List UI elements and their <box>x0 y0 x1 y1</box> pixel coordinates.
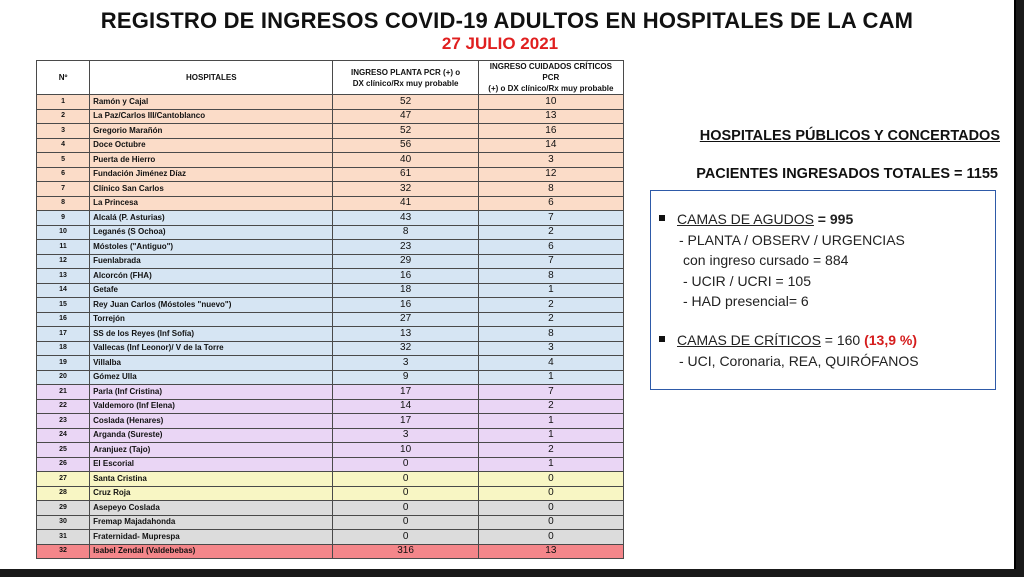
planta-value: 13 <box>333 327 478 342</box>
criticos-value: 0 <box>478 486 623 501</box>
planta-value: 52 <box>333 95 478 110</box>
row-number: 18 <box>37 341 90 356</box>
planta-value: 3 <box>333 428 478 443</box>
planta-value: 27 <box>333 312 478 327</box>
criticos-value: 2 <box>478 298 623 313</box>
row-number: 5 <box>37 153 90 168</box>
table-row <box>37 109 624 124</box>
planta-value: 61 <box>333 167 478 182</box>
hospital-name: Cruz Roja <box>90 486 333 501</box>
criticos-value: 2 <box>478 225 623 240</box>
criticos-value: 2 <box>478 312 623 327</box>
row-number: 15 <box>37 298 90 313</box>
summary-box <box>650 190 996 390</box>
row-number: 28 <box>37 486 90 501</box>
planta-value: 17 <box>333 385 478 400</box>
planta-value: 9 <box>333 370 478 385</box>
hospital-name: Villalba <box>90 356 333 371</box>
table-row <box>37 544 624 559</box>
page-title: REGISTRO DE INGRESOS COVID-19 ADULTOS EN HOSPITALES DE LA CAM <box>100 8 914 33</box>
criticos-detail-1: - UCI, Coronaria, REA, QUIRÓFANOS <box>679 353 919 369</box>
table-row <box>37 182 624 197</box>
criticos-value: 4 <box>478 356 623 371</box>
agudos-detail-4: - HAD presencial= 6 <box>683 293 809 309</box>
criticos-percent: (13,9 %) <box>864 332 918 348</box>
planta-value: 10 <box>333 443 478 458</box>
criticos-value: 16 <box>478 124 623 139</box>
row-number: 1 <box>37 95 90 110</box>
criticos-value: 13 <box>478 544 623 559</box>
criticos-label: CAMAS DE CRÍTICOS <box>677 332 821 348</box>
criticos-value: 14 <box>478 138 623 153</box>
criticos-value: 7 <box>478 385 623 400</box>
row-number: 21 <box>37 385 90 400</box>
agudos-detail-2: con ingreso cursado = 884 <box>683 252 849 268</box>
table-header-row <box>37 61 624 95</box>
agudos-value: = 995 <box>813 211 854 227</box>
planta-value: 56 <box>333 138 478 153</box>
planta-value: 0 <box>333 486 478 501</box>
criticos-value: 3 <box>478 153 623 168</box>
header-criticos-line2: (+) o DX clínico/Rx muy probable <box>488 84 614 93</box>
planta-value: 29 <box>333 254 478 269</box>
planta-value: 52 <box>333 124 478 139</box>
header-hospitals: HOSPITALES <box>90 61 333 95</box>
planta-value: 23 <box>333 240 478 255</box>
planta-value: 18 <box>333 283 478 298</box>
header-planta-line1: INGRESO PLANTA PCR (+) o <box>351 67 461 77</box>
hospital-name: Gregorio Marañón <box>90 124 333 139</box>
criticos-value: 1 <box>478 428 623 443</box>
table-row <box>37 312 624 327</box>
planta-value: 40 <box>333 153 478 168</box>
hospital-name: Móstoles ("Antiguo") <box>90 240 333 255</box>
hospital-name: Alcalá (P. Asturias) <box>90 211 333 226</box>
table-row <box>37 196 624 211</box>
hospital-name: Torrejón <box>90 312 333 327</box>
table-row <box>37 385 624 400</box>
table-row <box>37 283 624 298</box>
planta-value: 316 <box>333 544 478 559</box>
criticos-value: 0 <box>478 530 623 545</box>
planta-value: 17 <box>333 414 478 429</box>
criticos-value: 2 <box>478 399 623 414</box>
table-row <box>37 399 624 414</box>
hospital-name: Gómez Ulla <box>90 370 333 385</box>
planta-value: 32 <box>333 341 478 356</box>
hospital-name: La Princesa <box>90 196 333 211</box>
row-number: 17 <box>37 327 90 342</box>
table-row <box>37 167 624 182</box>
criticos-value: 1 <box>478 457 623 472</box>
table-row <box>37 211 624 226</box>
planta-value: 16 <box>333 298 478 313</box>
criticos-value: 8 <box>478 182 623 197</box>
row-number: 26 <box>37 457 90 472</box>
report-date: 27 JULIO 2021 <box>441 34 559 53</box>
criticos-value: 3 <box>478 341 623 356</box>
row-number: 31 <box>37 530 90 545</box>
row-number: 22 <box>37 399 90 414</box>
row-number: 9 <box>37 211 90 226</box>
table-row <box>37 269 624 284</box>
hospital-name: Alcorcón (FHA) <box>90 269 333 284</box>
criticos-line <box>659 332 917 348</box>
hospital-name: Fremap Majadahonda <box>90 515 333 530</box>
hospital-name: Puerta de Hierro <box>90 153 333 168</box>
criticos-value: 1 <box>478 370 623 385</box>
criticos-value: 6 <box>478 196 623 211</box>
hospital-name: Getafe <box>90 283 333 298</box>
table-row <box>37 501 624 516</box>
criticos-value: 10 <box>478 95 623 110</box>
row-number: 13 <box>37 269 90 284</box>
row-number: 29 <box>37 501 90 516</box>
criticos-value: 0 <box>478 515 623 530</box>
hospital-name: Fuenlabrada <box>90 254 333 269</box>
hospital-name: Asepeyo Coslada <box>90 501 333 516</box>
header-criticos <box>478 61 623 95</box>
bullet-icon <box>659 336 665 342</box>
hospital-name: Fundación Jiménez Díaz <box>90 167 333 182</box>
header-planta <box>333 61 478 95</box>
table-row <box>37 356 624 371</box>
table-row <box>37 428 624 443</box>
row-number: 8 <box>37 196 90 211</box>
hospital-name: Santa Cristina <box>90 472 333 487</box>
row-number: 10 <box>37 225 90 240</box>
hospital-name: SS de los Reyes (Inf Sofía) <box>90 327 333 342</box>
planta-value: 14 <box>333 399 478 414</box>
row-number: 20 <box>37 370 90 385</box>
hospital-name: Aranjuez (Tajo) <box>90 443 333 458</box>
hospital-name: Rey Juan Carlos (Móstoles "nuevo") <box>90 298 333 313</box>
row-number: 27 <box>37 472 90 487</box>
table-row <box>37 443 624 458</box>
table-row <box>37 225 624 240</box>
summary-total: PACIENTES INGRESADOS TOTALES = 1155 <box>696 166 998 182</box>
planta-value: 8 <box>333 225 478 240</box>
row-number: 30 <box>37 515 90 530</box>
table-row <box>37 530 624 545</box>
row-number: 14 <box>37 283 90 298</box>
table-row <box>37 124 624 139</box>
hospital-name: Valdemoro (Inf Elena) <box>90 399 333 414</box>
hospital-name: Arganda (Sureste) <box>90 428 333 443</box>
row-number: 4 <box>37 138 90 153</box>
bullet-icon <box>659 215 665 221</box>
hospital-name: Parla (Inf Cristina) <box>90 385 333 400</box>
planta-value: 32 <box>333 182 478 197</box>
table-row <box>37 254 624 269</box>
table-row <box>37 153 624 168</box>
row-number: 19 <box>37 356 90 371</box>
hospital-name: Vallecas (Inf Leonor)/ V de la Torre <box>90 341 333 356</box>
hospital-name: Isabel Zendal (Valdebebas) <box>90 544 333 559</box>
planta-value: 41 <box>333 196 478 211</box>
table-row <box>37 370 624 385</box>
summary-heading: HOSPITALES PÚBLICOS Y CONCERTADOS <box>699 128 1000 144</box>
criticos-value: 2 <box>478 443 623 458</box>
planta-value: 0 <box>333 472 478 487</box>
table-row <box>37 486 624 501</box>
criticos-value: 13 <box>478 109 623 124</box>
agudos-label: CAMAS DE AGUDOS <box>677 211 814 227</box>
criticos-value: 1 <box>478 414 623 429</box>
planta-value: 47 <box>333 109 478 124</box>
table-body <box>37 95 624 559</box>
agudos-detail-1: - PLANTA / OBSERV / URGENCIAS <box>679 232 905 248</box>
table-row <box>37 341 624 356</box>
header-criticos-line1: INGRESO CUIDADOS CRÍTICOS PCR <box>489 62 612 82</box>
table-row <box>37 240 624 255</box>
hospital-name: Leganés (S Ochoa) <box>90 225 333 240</box>
criticos-value: 1 <box>478 283 623 298</box>
planta-value: 0 <box>333 501 478 516</box>
planta-value: 0 <box>333 515 478 530</box>
criticos-value: 8 <box>478 269 623 284</box>
hospital-name: Ramón y Cajal <box>90 95 333 110</box>
row-number: 6 <box>37 167 90 182</box>
planta-value: 0 <box>333 457 478 472</box>
criticos-value: 7 <box>478 211 623 226</box>
planta-value: 16 <box>333 269 478 284</box>
row-number: 3 <box>37 124 90 139</box>
row-number: 16 <box>37 312 90 327</box>
header-number: Nº <box>37 61 90 95</box>
criticos-value: = 160 <box>820 332 865 348</box>
row-number: 7 <box>37 182 90 197</box>
hospital-name: La Paz/Carlos III/Cantoblanco <box>90 109 333 124</box>
hospital-name: Clínico San Carlos <box>90 182 333 197</box>
criticos-value: 6 <box>478 240 623 255</box>
table-row <box>37 138 624 153</box>
hospital-table <box>36 60 624 559</box>
planta-value: 3 <box>333 356 478 371</box>
header-planta-line2: DX clínico/Rx muy probable <box>352 78 459 88</box>
row-number: 23 <box>37 414 90 429</box>
criticos-value: 0 <box>478 501 623 516</box>
row-number: 11 <box>37 240 90 255</box>
criticos-value: 0 <box>478 472 623 487</box>
row-number: 2 <box>37 109 90 124</box>
table-row <box>37 298 624 313</box>
hospital-name: Doce Octubre <box>90 138 333 153</box>
row-number: 24 <box>37 428 90 443</box>
table-row <box>37 515 624 530</box>
agudos-line <box>659 211 853 227</box>
row-number: 25 <box>37 443 90 458</box>
hospital-name: Coslada (Henares) <box>90 414 333 429</box>
planta-value: 0 <box>333 530 478 545</box>
table-row <box>37 95 624 110</box>
table-row <box>37 327 624 342</box>
row-number: 12 <box>37 254 90 269</box>
hospital-name: Fraternidad- Muprespa <box>90 530 333 545</box>
table-row <box>37 414 624 429</box>
criticos-value: 12 <box>478 167 623 182</box>
table-row <box>37 457 624 472</box>
criticos-value: 7 <box>478 254 623 269</box>
table-row <box>37 472 624 487</box>
row-number: 32 <box>37 544 90 559</box>
agudos-detail-3: - UCIR / UCRI = 105 <box>683 273 811 289</box>
criticos-value: 8 <box>478 327 623 342</box>
planta-value: 43 <box>333 211 478 226</box>
hospital-name: El Escorial <box>90 457 333 472</box>
